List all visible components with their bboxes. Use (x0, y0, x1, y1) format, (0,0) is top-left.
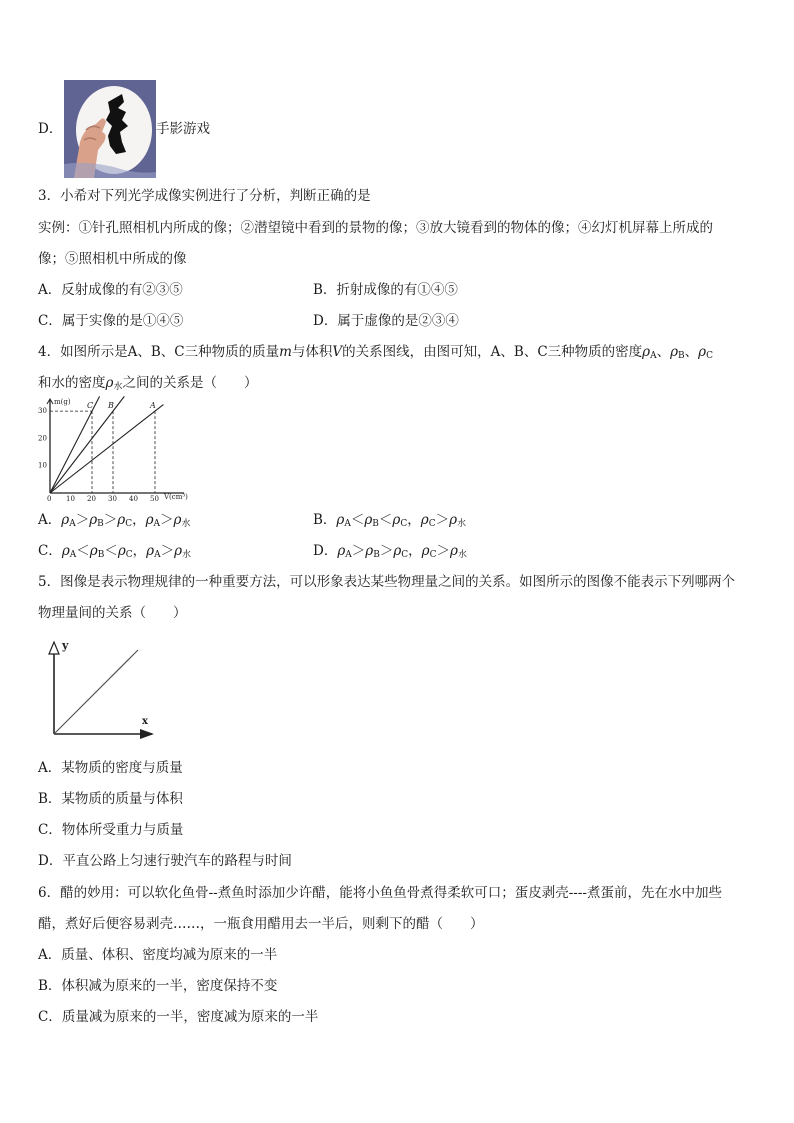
y-x-proportional-graph (44, 636, 156, 740)
graph-line (54, 650, 138, 734)
series-label-B: B (108, 401, 114, 411)
series-label-A: A (150, 401, 156, 411)
q3-option-d: D．属于虚像的是②③④ (313, 313, 459, 329)
y-axis-arrow (49, 642, 59, 654)
q4-option-d: D．$\rho_A>\rho_B>\rho_C$，$\rho_C>\rho_水$ (313, 543, 467, 560)
series-label-C: C (87, 401, 94, 411)
proportional-line (54, 650, 138, 734)
x-tick-40: 40 (129, 495, 138, 503)
q3-option-a: A．反射成像的有②③⑤ (38, 282, 183, 298)
q3-stem: 3．小希对下列光学成像实例进行了分析，判断正确的是 (38, 188, 371, 204)
q6-option-c: C．质量减为原来的一半，密度减为原来的一半 (38, 1009, 319, 1025)
q4-option-b: B．$\rho_A<\rho_B<\rho_C$，$\rho_C>\rho_水$ (313, 512, 467, 529)
q5-option-b: B．某物质的质量与体积 (38, 791, 183, 807)
q6-stem-line2: 醋，煮好后便容易剥壳……，一瓶食用醋用去一半后，则剩下的醋（ ） (38, 916, 484, 932)
x-axis-label: V(cm³) (164, 493, 188, 501)
q3-option-c: C．属于实像的是①④⑤ (38, 313, 184, 329)
q3-examples-line2: 像；⑤照相机中所成的像 (38, 251, 187, 267)
q6-stem-line1: 6．醋的妙用：可以软化鱼骨--煮鱼时添加少许醋，能将小鱼鱼骨煮得柔软可口；蛋皮剥壳----煮蛋前，先在水中加些 (38, 885, 722, 901)
q2-option-d-letter: D． (38, 121, 63, 137)
q4-option-a: A．$\rho_A>\rho_B>\rho_C$，$\rho_A>\rho_水$ (38, 512, 191, 529)
q6-option-a: A．质量、体积、密度均减为原来的一半 (38, 947, 278, 963)
q2-option-d (38, 120, 62, 138)
x-tick-0: 0 (47, 495, 52, 503)
x-axis-arrow (140, 729, 154, 739)
x-tick-30: 30 (108, 495, 117, 503)
mass-volume-chart (34, 395, 202, 503)
q4-option-c: C．$\rho_A<\rho_B<\rho_C$，$\rho_A>\rho_水$ (38, 543, 192, 560)
q3-examples-line1: 实例：①针孔照相机内所成的像；②潜望镜中看到的景物的像；③放大镜看到的物体的像；④幻灯机屏幕上所成的 (38, 220, 713, 236)
q3-option-b: B．折射成像的有①④⑤ (313, 282, 458, 298)
q2-option-d-text: 手影游戏 (156, 121, 210, 137)
hand-shadow-photo (64, 80, 156, 178)
q5-option-c: C．物体所受重力与质量 (38, 822, 184, 838)
y-tick-20: 20 (38, 434, 47, 443)
y-tick-10: 10 (38, 461, 47, 470)
x-tick-20: 20 (87, 495, 96, 503)
y-axis-label: m(g) (54, 398, 71, 406)
x-tick-50: 50 (150, 495, 159, 503)
q6-option-b: B．体积减为原来的一半，密度保持不变 (38, 978, 278, 994)
q4-stem-line1: 4．如图所示是A、B、C三种物质的质量m与体积V的关系图线，由图可知，A、B、C三种物质的密度$\rho_A$、$\rho_B$、$\rho_C$ (38, 344, 713, 361)
q5-option-a: A．某物质的密度与质量 (38, 760, 183, 776)
q5-stem-line2: 物理量间的关系（ ） (38, 605, 187, 621)
y-tick-30: 30 (38, 407, 47, 416)
q4-stem-line2: 和水的密度$\rho_水$之间的关系是（ ） (38, 375, 258, 392)
x-axis-label: x (142, 716, 148, 727)
x-tick-10: 10 (66, 495, 75, 503)
y-axis-label: y (62, 639, 69, 652)
q5-option-d: D．平直公路上匀速行驶汽车的路程与时间 (38, 853, 292, 869)
series-line-A (50, 405, 163, 493)
q5-stem-line1: 5．图像是表示物理规律的一种重要方法，可以形象表达某些物理量之间的关系。如图所示的图像不能表示下列哪两个 (38, 574, 736, 590)
